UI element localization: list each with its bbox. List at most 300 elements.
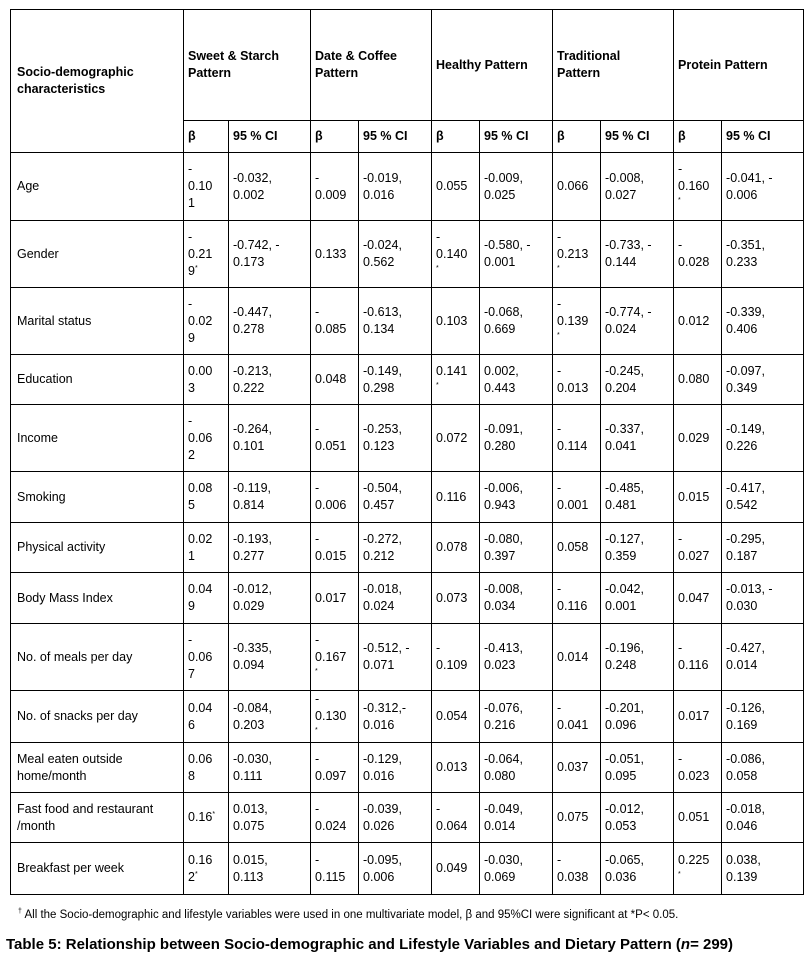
beta-cell [432, 691, 480, 743]
table-row [11, 523, 804, 573]
row-label-text: Age [17, 179, 40, 193]
header-row-patterns [11, 10, 804, 121]
beta-cell [311, 691, 359, 743]
cell-value: 0.133 [315, 246, 347, 261]
cell-value: - 0.02 9 [188, 296, 213, 345]
beta-cell [432, 843, 480, 895]
row-label-text: No. of snacks per day [17, 709, 138, 723]
cell-value: 0.16 [188, 810, 213, 824]
cell-value: -0.264, 0.101 [233, 422, 272, 453]
cell-value: -0.335, 0.094 [233, 641, 272, 672]
beta-header: β [311, 121, 359, 153]
cell-value: - 0.116 [678, 641, 709, 672]
row-label [11, 624, 184, 691]
cell-value: - 0.085 [315, 305, 347, 336]
cell-value: -0.008, 0.027 [605, 170, 644, 202]
cell-value: 0.075 [557, 810, 589, 824]
ci-cell [359, 355, 432, 405]
beta-cell [184, 793, 229, 843]
ci-cell [722, 573, 804, 624]
beta-cell [184, 472, 229, 523]
cell-value: 0.058 [557, 540, 589, 554]
ci-cell [229, 153, 311, 221]
caption-n-value: = 299) [690, 936, 734, 953]
cell-value: 0.049 [436, 861, 468, 875]
cell-value: 0.00 3 [188, 363, 213, 395]
ci-header: 95 % CI [229, 121, 311, 153]
cell-value: -0.008, 0.034 [484, 582, 523, 613]
cell-value: 0.013 [436, 760, 468, 774]
ci-header: 95 % CI [359, 121, 432, 153]
cell-value: - 0.041 [557, 700, 589, 732]
row-label [11, 691, 184, 743]
beta-cell [674, 405, 722, 472]
cell-value: - 0.130 [315, 692, 347, 723]
beta-cell [311, 843, 359, 895]
cell-value: -0.013, - 0.030 [726, 582, 773, 613]
cell-value: -0.126, 0.169 [726, 700, 765, 732]
row-label-text: Physical activity [17, 540, 106, 554]
row-label-text: Income [17, 430, 58, 445]
ci-cell [359, 624, 432, 691]
cell-value: -0.091, 0.280 [484, 422, 523, 453]
cell-value: - 0.115 [315, 852, 346, 884]
row-label [11, 793, 184, 843]
beta-cell [432, 153, 480, 221]
row-label [11, 472, 184, 523]
ci-cell [722, 405, 804, 472]
cell-value: - 0.097 [315, 751, 347, 783]
beta-cell [311, 405, 359, 472]
ci-cell [601, 405, 674, 472]
ci-cell [601, 288, 674, 355]
caption-n: n [680, 936, 691, 953]
beta-cell [553, 153, 601, 221]
cell-value: -0.245, 0.204 [605, 363, 644, 395]
beta-cell [311, 523, 359, 573]
beta-cell [432, 472, 480, 523]
table-row [11, 405, 804, 472]
significance-mark: * [557, 264, 560, 272]
significance-mark: * [315, 667, 318, 675]
cell-value: -0.504, 0.457 [363, 481, 402, 512]
cell-value: - 0.06 7 [188, 632, 213, 681]
ci-header: 95 % CI [601, 121, 674, 153]
beta-cell [553, 405, 601, 472]
ci-cell [229, 355, 311, 405]
ci-cell [722, 523, 804, 573]
cell-value: -0.312,- 0.016 [363, 700, 407, 732]
beta-cell [674, 523, 722, 573]
ci-cell [480, 355, 553, 405]
cell-value: -0.337, 0.041 [605, 422, 644, 453]
cell-value: -0.084, 0.203 [233, 700, 272, 732]
cell-value: -0.049, 0.014 [484, 801, 523, 833]
cell-value: 0.055 [436, 179, 468, 193]
beta-header: β [184, 121, 229, 153]
ci-cell [480, 221, 553, 288]
footnote-text: All the Socio-demographic and lifestyle variables were used in one multivariate model, β and 95%CI were significant at *P< 0.05. [21, 909, 679, 921]
cell-value: -0.018, 0.046 [726, 801, 765, 833]
ci-cell [480, 624, 553, 691]
beta-cell [184, 691, 229, 743]
cell-value: - 0.013 [557, 363, 589, 395]
beta-cell [184, 523, 229, 573]
cell-value: 0.015, 0.113 [233, 852, 268, 884]
beta-cell [311, 743, 359, 793]
cell-value: - 0.160 [678, 162, 710, 193]
table-row [11, 843, 804, 895]
ci-cell [601, 221, 674, 288]
table-row [11, 624, 804, 691]
beta-cell [674, 355, 722, 405]
ci-header: 95 % CI [722, 121, 804, 153]
cell-value: -0.030, 0.111 [233, 751, 272, 783]
cell-value: -0.351, 0.233 [726, 238, 765, 269]
cell-value: -0.012, 0.029 [233, 582, 272, 613]
beta-cell [432, 573, 480, 624]
significance-mark: * [194, 264, 198, 272]
cell-value: - 0.114 [557, 422, 588, 453]
cell-value: 0.16 2 [188, 852, 213, 884]
cell-value: 0.225 [678, 852, 710, 867]
results-table [10, 9, 804, 895]
beta-cell [553, 472, 601, 523]
row-label [11, 405, 184, 472]
cell-value: 0.014 [557, 649, 589, 664]
cell-value: -0.095, 0.006 [363, 852, 402, 884]
table-row [11, 793, 804, 843]
beta-cell [432, 793, 480, 843]
cell-value: 0.013, 0.075 [233, 801, 268, 833]
cell-value: - 0.051 [315, 422, 347, 453]
cell-value: -0.447, 0.278 [233, 305, 272, 336]
beta-cell [674, 288, 722, 355]
cell-value: -0.339, 0.406 [726, 305, 765, 336]
ci-cell [601, 153, 674, 221]
beta-cell [553, 691, 601, 743]
beta-cell [553, 793, 601, 843]
cell-value: - 0.038 [557, 852, 589, 884]
ci-cell [480, 472, 553, 523]
ci-cell [359, 523, 432, 573]
beta-cell [553, 523, 601, 573]
ci-cell [229, 221, 311, 288]
ci-cell [229, 405, 311, 472]
table-row [11, 472, 804, 523]
beta-cell [553, 743, 601, 793]
cell-value: -0.129, 0.016 [363, 751, 402, 783]
ci-cell [480, 843, 553, 895]
ci-cell [480, 573, 553, 624]
cell-value: 0.015 [678, 489, 710, 504]
ci-cell [359, 472, 432, 523]
ci-cell [480, 793, 553, 843]
caption-text: Table 5: Relationship between Socio-demographic and Lifestyle Variables and Dietary Pattern ( [6, 936, 681, 953]
table-row [11, 743, 804, 793]
cell-value: 0.103 [436, 313, 468, 328]
cell-value: - 0.001 [557, 481, 589, 512]
beta-cell [674, 843, 722, 895]
significance-mark: * [436, 264, 439, 272]
pattern-header: Traditional Pattern [553, 10, 674, 121]
cell-value: - 0.109 [436, 641, 468, 672]
table-row [11, 288, 804, 355]
cell-value: -0.417, 0.542 [726, 481, 765, 512]
cell-value: 0.038, 0.139 [726, 852, 761, 884]
cell-value: 0.066 [557, 179, 589, 193]
cell-value: -0.039, 0.026 [363, 801, 402, 833]
ci-cell [722, 355, 804, 405]
ci-cell [229, 523, 311, 573]
cell-value: -0.213, 0.222 [233, 363, 272, 395]
row-label-text: Smoking [17, 489, 66, 504]
cell-value: 0.048 [315, 372, 347, 386]
ci-cell [229, 472, 311, 523]
cell-value: - 0.023 [678, 751, 710, 783]
cell-value: 0.002, 0.443 [484, 363, 519, 395]
row-label [11, 843, 184, 895]
cell-value: -0.774, - 0.024 [605, 305, 652, 336]
beta-cell [674, 153, 722, 221]
beta-cell [674, 472, 722, 523]
cell-value: -0.149, 0.226 [726, 422, 765, 453]
cell-value: -0.018, 0.024 [363, 582, 402, 613]
table-caption [6, 936, 810, 953]
cell-value: 0.04 9 [188, 582, 213, 613]
table-row [11, 221, 804, 288]
row-label-text: No. of meals per day [17, 649, 133, 664]
cell-value: -0.042, 0.001 [605, 582, 644, 613]
ci-cell [359, 793, 432, 843]
pattern-header: Protein Pattern [674, 10, 804, 121]
cell-value: - 0.06 2 [188, 413, 213, 462]
cell-value: -0.127, 0.359 [605, 531, 644, 563]
ci-cell [722, 624, 804, 691]
row-label [11, 153, 184, 221]
row-label [11, 288, 184, 355]
ci-cell [601, 472, 674, 523]
beta-cell [311, 573, 359, 624]
beta-cell [674, 624, 722, 691]
cell-value: - 0.027 [678, 531, 710, 563]
ci-cell [601, 843, 674, 895]
beta-cell [311, 793, 359, 843]
beta-cell [184, 405, 229, 472]
cell-value: -0.086, 0.058 [726, 751, 765, 783]
cell-value: -0.512, - 0.071 [363, 641, 410, 672]
ci-cell [480, 743, 553, 793]
cell-value: 0.06 8 [188, 751, 213, 783]
cell-value: -0.006, 0.943 [484, 481, 523, 512]
cell-value: -0.019, 0.016 [363, 170, 402, 202]
beta-header: β [674, 121, 722, 153]
table-body [11, 153, 804, 895]
beta-cell [553, 221, 601, 288]
cell-value: - 0.064 [436, 801, 468, 833]
cell-value: 0.116 [436, 489, 467, 504]
ci-cell [359, 573, 432, 624]
cell-value: 0.073 [436, 590, 468, 605]
cell-value: -0.253, 0.123 [363, 422, 402, 453]
cell-value: 0.141 [436, 363, 468, 378]
beta-header: β [432, 121, 480, 153]
ci-cell [480, 691, 553, 743]
cell-value: - 0.006 [315, 481, 347, 512]
beta-cell [311, 153, 359, 221]
beta-cell [553, 355, 601, 405]
table-row [11, 573, 804, 624]
table-row [11, 355, 804, 405]
table-row [11, 153, 804, 221]
cell-value: - 0.10 1 [188, 162, 213, 210]
cell-value: -0.065, 0.036 [605, 852, 644, 884]
beta-cell [674, 743, 722, 793]
beta-header: β [553, 121, 601, 153]
pattern-header: Healthy Pattern [432, 10, 553, 121]
beta-cell [311, 472, 359, 523]
ci-cell [359, 743, 432, 793]
beta-cell [432, 405, 480, 472]
row-label [11, 221, 184, 288]
pattern-header: Sweet & Starch Pattern [184, 10, 311, 121]
cell-value: 0.078 [436, 540, 468, 554]
cell-value: 0.012 [678, 313, 710, 328]
cell-value: -0.030, 0.069 [484, 852, 523, 884]
significance-mark: * [436, 381, 439, 389]
cell-value: - 0.21 9 [188, 229, 213, 278]
ci-cell [601, 691, 674, 743]
beta-cell [432, 743, 480, 793]
cell-value: 0.051 [678, 810, 710, 824]
footnote [18, 909, 808, 921]
ci-cell [601, 355, 674, 405]
cell-value: - 0.140 [436, 229, 468, 261]
significance-mark: * [194, 870, 198, 878]
ci-cell [229, 843, 311, 895]
footnote-mark: † [18, 908, 22, 916]
ci-cell [601, 523, 674, 573]
beta-cell [184, 153, 229, 221]
ci-cell [722, 691, 804, 743]
cell-value: -0.742, - 0.173 [233, 238, 280, 269]
ci-cell [359, 843, 432, 895]
cell-value: -0.485, 0.481 [605, 481, 644, 512]
cell-value: -0.024, 0.562 [363, 238, 402, 269]
beta-cell [184, 624, 229, 691]
cell-value: 0.029 [678, 430, 710, 445]
beta-cell [432, 355, 480, 405]
row-label-text: Marital status [17, 313, 92, 328]
ci-cell [229, 691, 311, 743]
cell-value: - 0.009 [315, 170, 347, 202]
ci-cell [722, 153, 804, 221]
cell-value: -0.201, 0.096 [605, 700, 644, 732]
beta-cell [184, 355, 229, 405]
ci-cell [359, 405, 432, 472]
ci-cell [229, 573, 311, 624]
cell-value: -0.613, 0.134 [363, 305, 402, 336]
ci-cell [722, 843, 804, 895]
ci-cell [480, 153, 553, 221]
cell-value: -0.193, 0.277 [233, 531, 272, 563]
ci-header: 95 % CI [480, 121, 553, 153]
ci-cell [480, 405, 553, 472]
cell-value: - 0.167 [315, 632, 347, 664]
ci-cell [229, 743, 311, 793]
ci-cell [722, 288, 804, 355]
ci-cell [601, 573, 674, 624]
cell-value: -0.733, - 0.144 [605, 238, 652, 269]
beta-cell [311, 355, 359, 405]
pattern-header: Date & Coffee Pattern [311, 10, 432, 121]
cell-value: -0.032, 0.002 [233, 170, 272, 202]
cell-value: -0.076, 0.216 [484, 700, 523, 732]
ci-cell [359, 691, 432, 743]
cell-value: -0.427, 0.014 [726, 641, 765, 672]
beta-cell [553, 573, 601, 624]
cell-value: - 0.024 [315, 801, 347, 833]
beta-cell [311, 624, 359, 691]
significance-mark: * [557, 331, 560, 339]
significance-mark: * [315, 726, 318, 734]
beta-cell [184, 843, 229, 895]
significance-mark: * [678, 196, 681, 204]
row-label [11, 355, 184, 405]
row-label [11, 523, 184, 573]
ci-cell [229, 793, 311, 843]
row-label-text: Body Mass Index [17, 590, 113, 605]
ci-cell [359, 153, 432, 221]
beta-cell [311, 288, 359, 355]
cell-value: 0.072 [436, 430, 468, 445]
cell-value: -0.149, 0.298 [363, 363, 402, 395]
cell-value: 0.080 [678, 372, 710, 386]
cell-value: 0.017 [315, 590, 347, 605]
cell-value: -0.009, 0.025 [484, 170, 523, 202]
beta-cell [432, 624, 480, 691]
beta-cell [432, 523, 480, 573]
row-label-text: Breakfast per week [17, 861, 124, 875]
beta-cell [432, 288, 480, 355]
beta-cell [553, 843, 601, 895]
ci-cell [359, 221, 432, 288]
cell-value: 0.04 6 [188, 700, 213, 732]
cell-value: - 0.015 [315, 531, 347, 563]
cell-value: -0.295, 0.187 [726, 531, 765, 563]
ci-cell [722, 793, 804, 843]
beta-cell [184, 573, 229, 624]
beta-cell [553, 288, 601, 355]
row-label-text: Meal eaten outside home/month [17, 751, 123, 783]
ci-cell [722, 472, 804, 523]
cell-value: 0.017 [678, 709, 710, 723]
row-label [11, 743, 184, 793]
cell-value: -0.012, 0.053 [605, 801, 644, 833]
cell-value: -0.272, 0.212 [363, 531, 402, 563]
cell-value: -0.097, 0.349 [726, 363, 765, 395]
cell-value: -0.080, 0.397 [484, 531, 523, 563]
ci-cell [601, 624, 674, 691]
beta-cell [311, 221, 359, 288]
ci-cell [601, 743, 674, 793]
cell-value: -0.068, 0.669 [484, 305, 523, 336]
ci-cell [722, 743, 804, 793]
beta-cell [674, 793, 722, 843]
beta-cell [184, 743, 229, 793]
row-label-text: Fast food and restaurant /month [17, 801, 154, 833]
row-label-text: Gender [17, 246, 59, 261]
